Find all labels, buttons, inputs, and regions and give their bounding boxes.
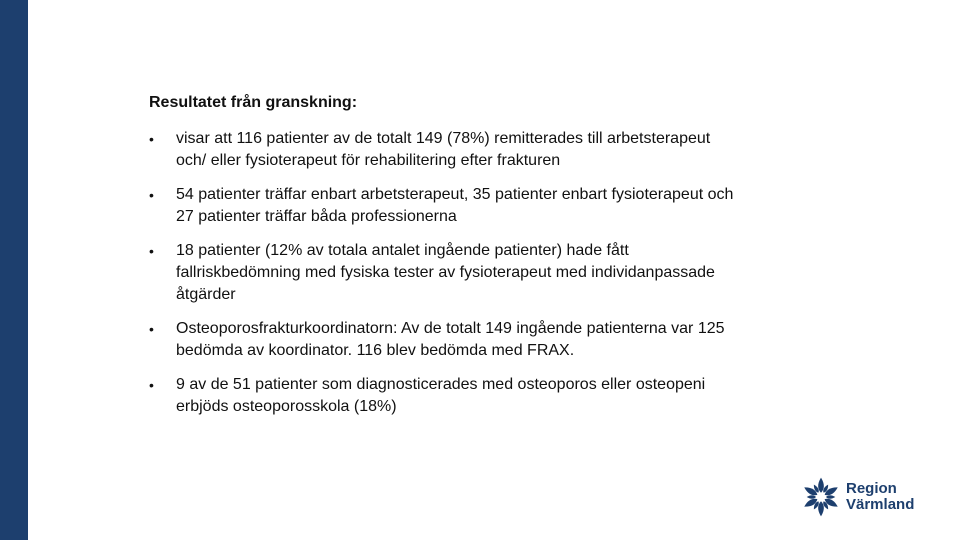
- bullet-item: [149, 184, 829, 228]
- bullet-line: erbjöds osteoporosskola (18%): [176, 398, 397, 415]
- bullet-line: visar att 116 patienter av de totalt 149 (78%) remitterades till arbetsterapeut: [176, 130, 711, 147]
- slide-heading: Resultatet från granskning:: [149, 94, 358, 111]
- bullet-list: [149, 128, 829, 418]
- bullet-line: och/ eller fysioterapeut för rehabilitering efter frakturen: [176, 152, 561, 169]
- side-accent-bar: [0, 0, 28, 540]
- bullet-item: [149, 240, 829, 306]
- bullet-dot: •: [149, 131, 154, 147]
- slide-content: [149, 93, 829, 430]
- bullet-line: åtgärder: [176, 286, 236, 303]
- logo-line-region: Region: [846, 480, 897, 497]
- bullet-item: [149, 374, 829, 418]
- bullet-line: fallriskbedömning med fysiska tester av fysioterapeut med individanpassade: [176, 264, 715, 281]
- bullet-dot: •: [149, 321, 154, 337]
- bullet-line: bedömda av koordinator. 116 blev bedömda med FRAX.: [176, 342, 575, 359]
- bullet-line: 54 patienter träffar enbart arbetsterapeut, 35 patienter enbart fysioterapeut och: [176, 186, 734, 203]
- bullet-item: [149, 318, 829, 362]
- bullet-line: 18 patienter (12% av totala antalet ingående patienter) hade fått: [176, 242, 629, 259]
- region-varmland-logo: [800, 473, 940, 521]
- logo-line-varmland: Värmland: [846, 496, 915, 513]
- bullet-dot: •: [149, 243, 154, 259]
- bullet-line: 27 patienter träffar båda professionerna: [176, 208, 457, 225]
- bullet-line: 9 av de 51 patienter som diagnosticerades med osteoporos eller osteopeni: [176, 376, 706, 393]
- logo-text: [846, 481, 914, 513]
- bullet-dot: •: [149, 377, 154, 393]
- bullet-dot: •: [149, 187, 154, 203]
- star-flower-icon: [800, 476, 842, 518]
- bullet-line: Osteoporosfrakturkoordinatorn: Av de totalt 149 ingående patienterna var 125: [176, 320, 725, 337]
- bullet-item: [149, 128, 829, 172]
